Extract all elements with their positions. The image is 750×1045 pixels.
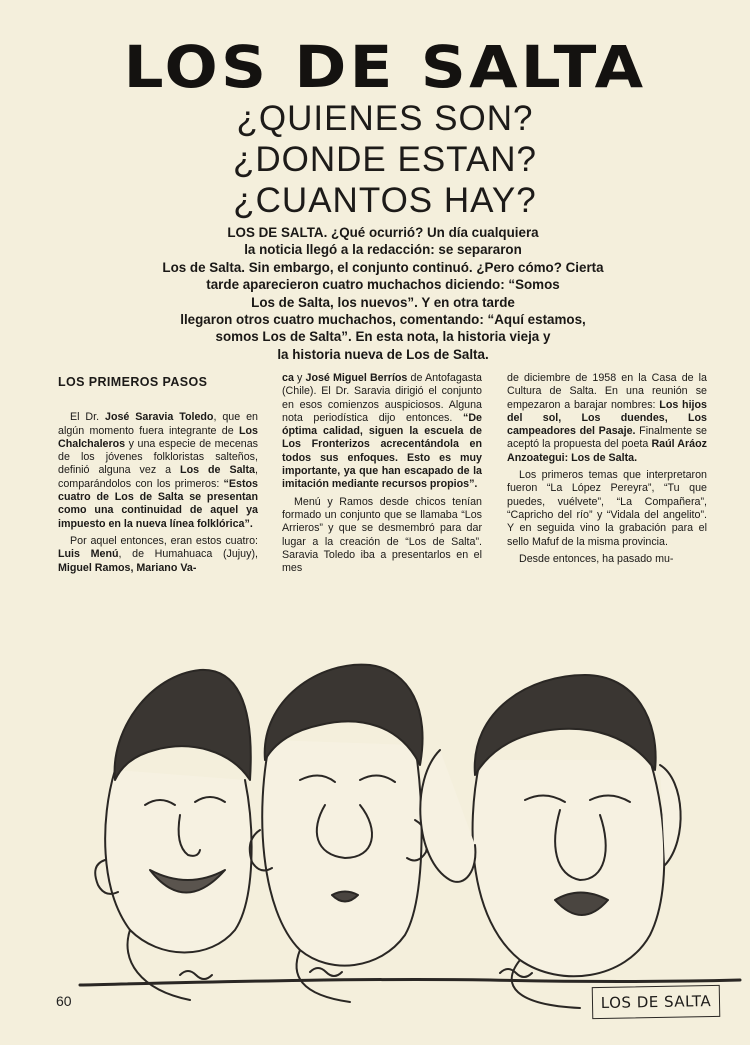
caricature-illustration bbox=[60, 630, 750, 1030]
intro-line: la historia nueva de Los de Salta. bbox=[277, 346, 489, 362]
body-paragraph: ca y José Miguel Berríos de Antofagasta (Chile). El Dr. Saravia dirigió el conjunto en esos comienzos auspiciosos. Alguna nota periodística dijo entonces. “De óptima calidad, siguen la escuela de Los Fronterizos acrecentándola en todos sus enfoques. Esto es muy importante, ya que han escapado de la imitación mediante recursos propios”. bbox=[282, 372, 482, 491]
intro-line: la noticia llegó a la redacción: se separaron bbox=[244, 242, 522, 258]
subtitle-line: ¿CUANTOS HAY? bbox=[233, 181, 537, 220]
body-paragraph: Desde entonces, ha pasado mu- bbox=[519, 552, 674, 565]
rope bbox=[80, 979, 740, 985]
intro-line: llegaron otros cuatro muchachos, comentando: “Aquí estamos, bbox=[180, 312, 586, 328]
page-number: 60 bbox=[56, 993, 72, 1009]
article-subtitles bbox=[200, 98, 570, 221]
nose bbox=[317, 805, 372, 858]
article-body bbox=[56, 372, 712, 575]
body-paragraph: Menú y Ramos desde chicos tenían formado un conjunto que se llamaba “Los Arrieros” y que se desmembró para dar lugar a la creación de “Los de Salta”. Saravia Toledo iba a presentarlos en el mes bbox=[282, 495, 482, 575]
subtitle-line: ¿QUIENES SON? bbox=[236, 99, 534, 138]
cartoon-signature: LOS DE SALTA bbox=[592, 985, 721, 1019]
nose bbox=[555, 810, 606, 880]
hair bbox=[115, 670, 251, 780]
body-paragraph: Por aquel entonces, eran estos cuatro: Luis Menú, de Humahuaca (Jujuy), Miguel Ramos, Mariano Va- bbox=[58, 534, 259, 574]
subtitle-line: ¿DONDE ESTAN? bbox=[232, 140, 538, 179]
intro-line: tarde aparecieron cuatro muchachos diciendo: “Somos bbox=[206, 277, 560, 293]
section-heading: LOS PRIMEROS PASOS bbox=[58, 375, 208, 389]
body-column-2 bbox=[282, 372, 482, 579]
body-column-1 bbox=[58, 372, 258, 579]
article-title: LOS DE SALTA bbox=[123, 33, 647, 101]
article-intro bbox=[118, 224, 648, 363]
body-paragraph: Los primeros temas que interpretaron fueron “La López Pereyra”, “Tu que puedes, vuélvete”, “La Compañera”, “Capricho del río” y “Vidala del angelito”. Y en seguida vino la grabación para el sello Mafuf de la misma provincia. bbox=[507, 469, 707, 548]
face-outline bbox=[105, 770, 251, 953]
body-column-3 bbox=[507, 372, 707, 570]
intro-line: somos Los de Salta”. En esta nota, la historia vieja y bbox=[215, 329, 551, 345]
body-paragraph: de diciembre de 1958 en la Casa de la Cultura de Salta. En una reunión se empezaron a barajar nombres: Los hijos del sol, Los duendes, Los campeadores del Pasaje. Finalmente se aceptó la propuesta del poeta Raúl Aráoz Anzoategui: Los de Salta. bbox=[507, 372, 707, 464]
intro-line: Los de Salta, los nuevos”. Y en otra tarde bbox=[251, 294, 515, 310]
intro-line: Los de Salta. Sin embargo, el conjunto continuó. ¿Pero cómo? Cierta bbox=[162, 259, 604, 275]
body-paragraph: El Dr. José Saravia Toledo, que en algún momento fuera integrante de Los Chalchaleros y una especie de mecenas de los jóvenes folkloristas salteños, definió alguna vez a Los de Salta, comparándolos con los primeros: “Estos cuatro de Los de Salta se presentan como una continuidad de aquel ya impuesto en la nueva línea folklórica”. bbox=[58, 411, 258, 530]
intro-line: LOS DE SALTA. ¿Qué ocurrió? Un día cualquiera bbox=[227, 225, 539, 240]
